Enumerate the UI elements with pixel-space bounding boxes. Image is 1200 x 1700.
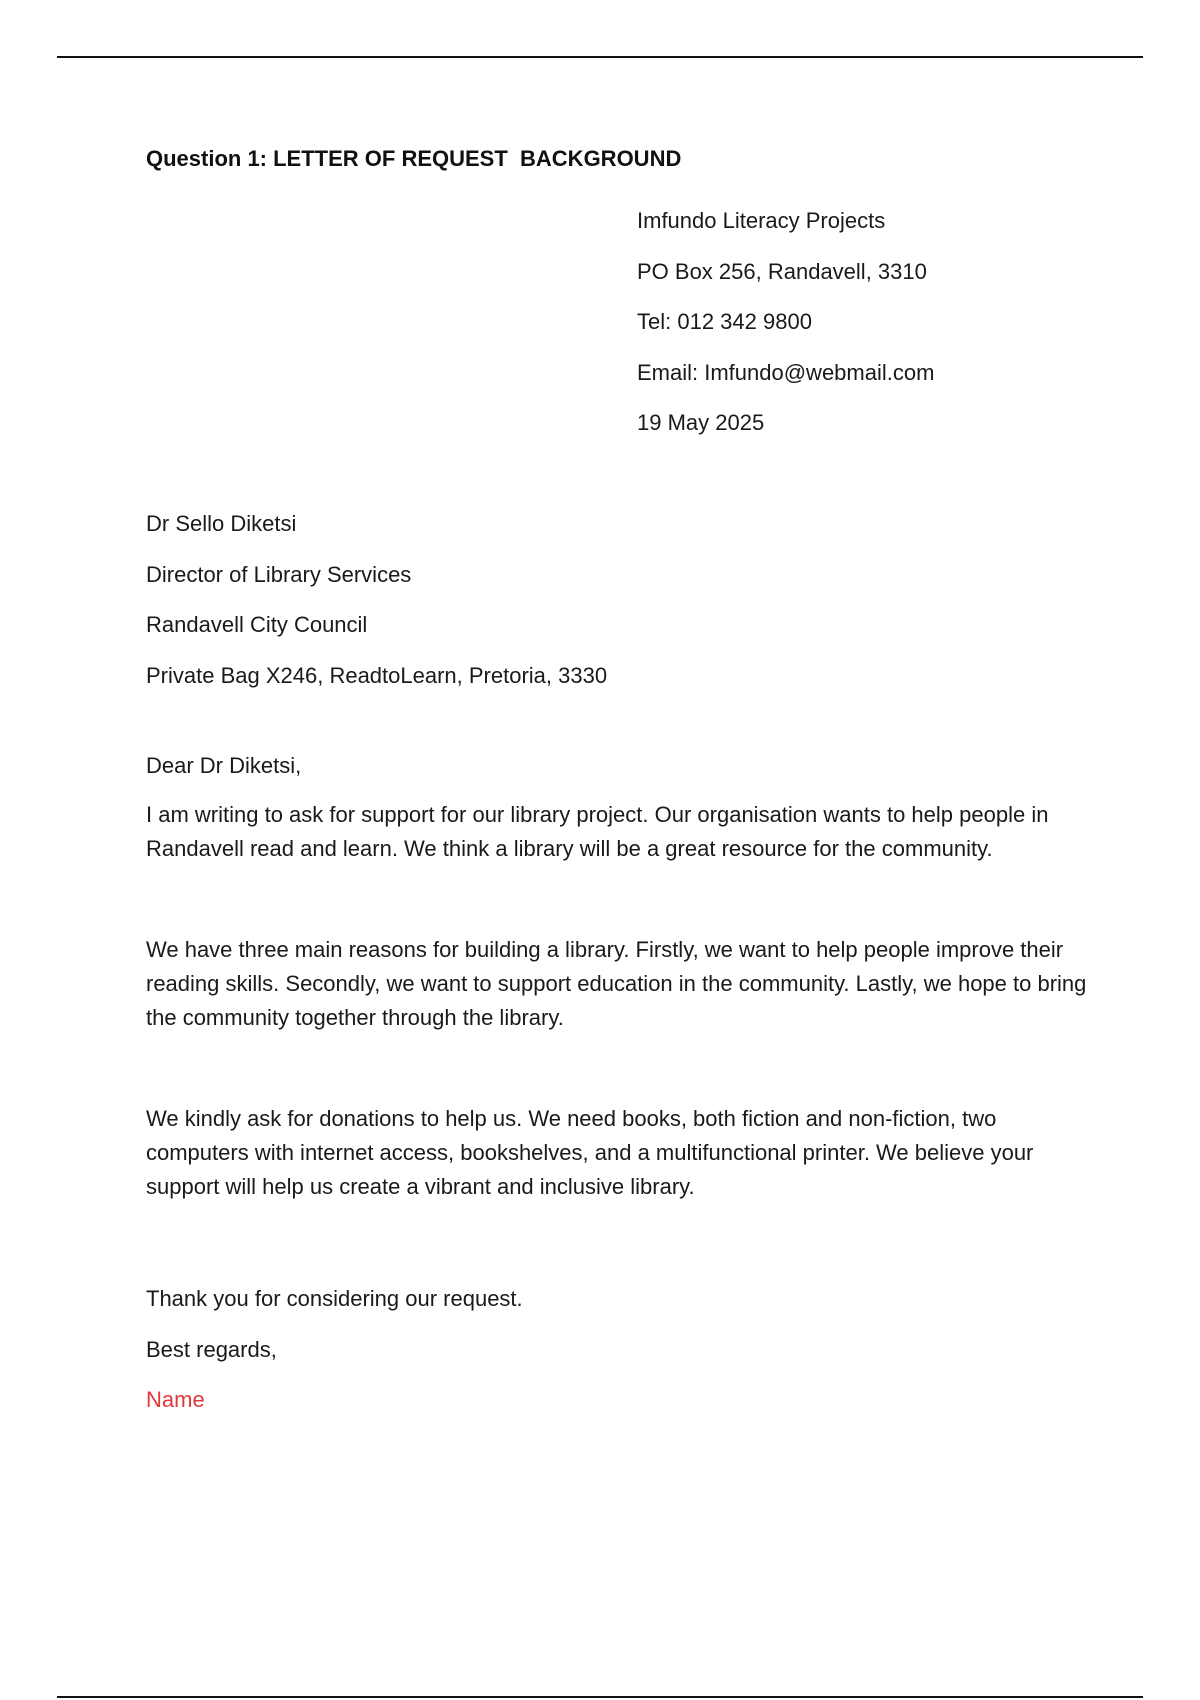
recipient-address-block — [146, 499, 607, 701]
page-top-rule — [57, 56, 1143, 58]
sender-email: Email: Imfundo@webmail.com — [637, 359, 935, 385]
letter-date: 19 May 2025 — [637, 410, 765, 435]
sender-organisation: Imfundo Literacy Projects — [637, 208, 886, 233]
closing-block — [146, 1274, 523, 1426]
sender-address: PO Box 256, Randavell, 3310 — [637, 258, 927, 284]
signature-name-placeholder: Name — [146, 1387, 205, 1412]
recipient-organisation: Randavell City Council — [146, 612, 368, 637]
recipient-address: Private Bag X246, ReadtoLearn, Pretoria, 3330 — [146, 662, 608, 688]
page-title: Question 1: LETTER OF REQUEST BACKGROUND — [146, 146, 682, 171]
page-bottom-rule — [57, 1696, 1143, 1698]
body-paragraph-3: We kindly ask for donations to help us. We need books, both fiction and non-fiction, two computers with internet access, bookshelves, and a multifunctional printer. We believe your support will help us create a vibrant and inclusive library. — [146, 1106, 1034, 1199]
salutation: Dear Dr Diketsi, — [146, 753, 302, 778]
body-paragraph-2: We have three main reasons for building a library. Firstly, we want to help people improve their reading skills. Secondly, we want to support education in the community. Lastly, we hope to bring the community together through the library. — [146, 937, 1087, 1030]
sign-off: Best regards, — [146, 1336, 277, 1362]
body-paragraph-1: I am writing to ask for support for our library project. Our organisation wants to help people in Randavell read and learn. We think a library will be a great resource for the community. — [146, 802, 1049, 861]
sender-address-block — [637, 196, 934, 449]
closing-thanks: Thank you for considering our request. — [146, 1286, 523, 1311]
recipient-name: Dr Sello Diketsi — [146, 511, 297, 536]
sender-telephone: Tel: 012 342 9800 — [637, 309, 812, 334]
recipient-position: Director of Library Services — [146, 561, 412, 587]
